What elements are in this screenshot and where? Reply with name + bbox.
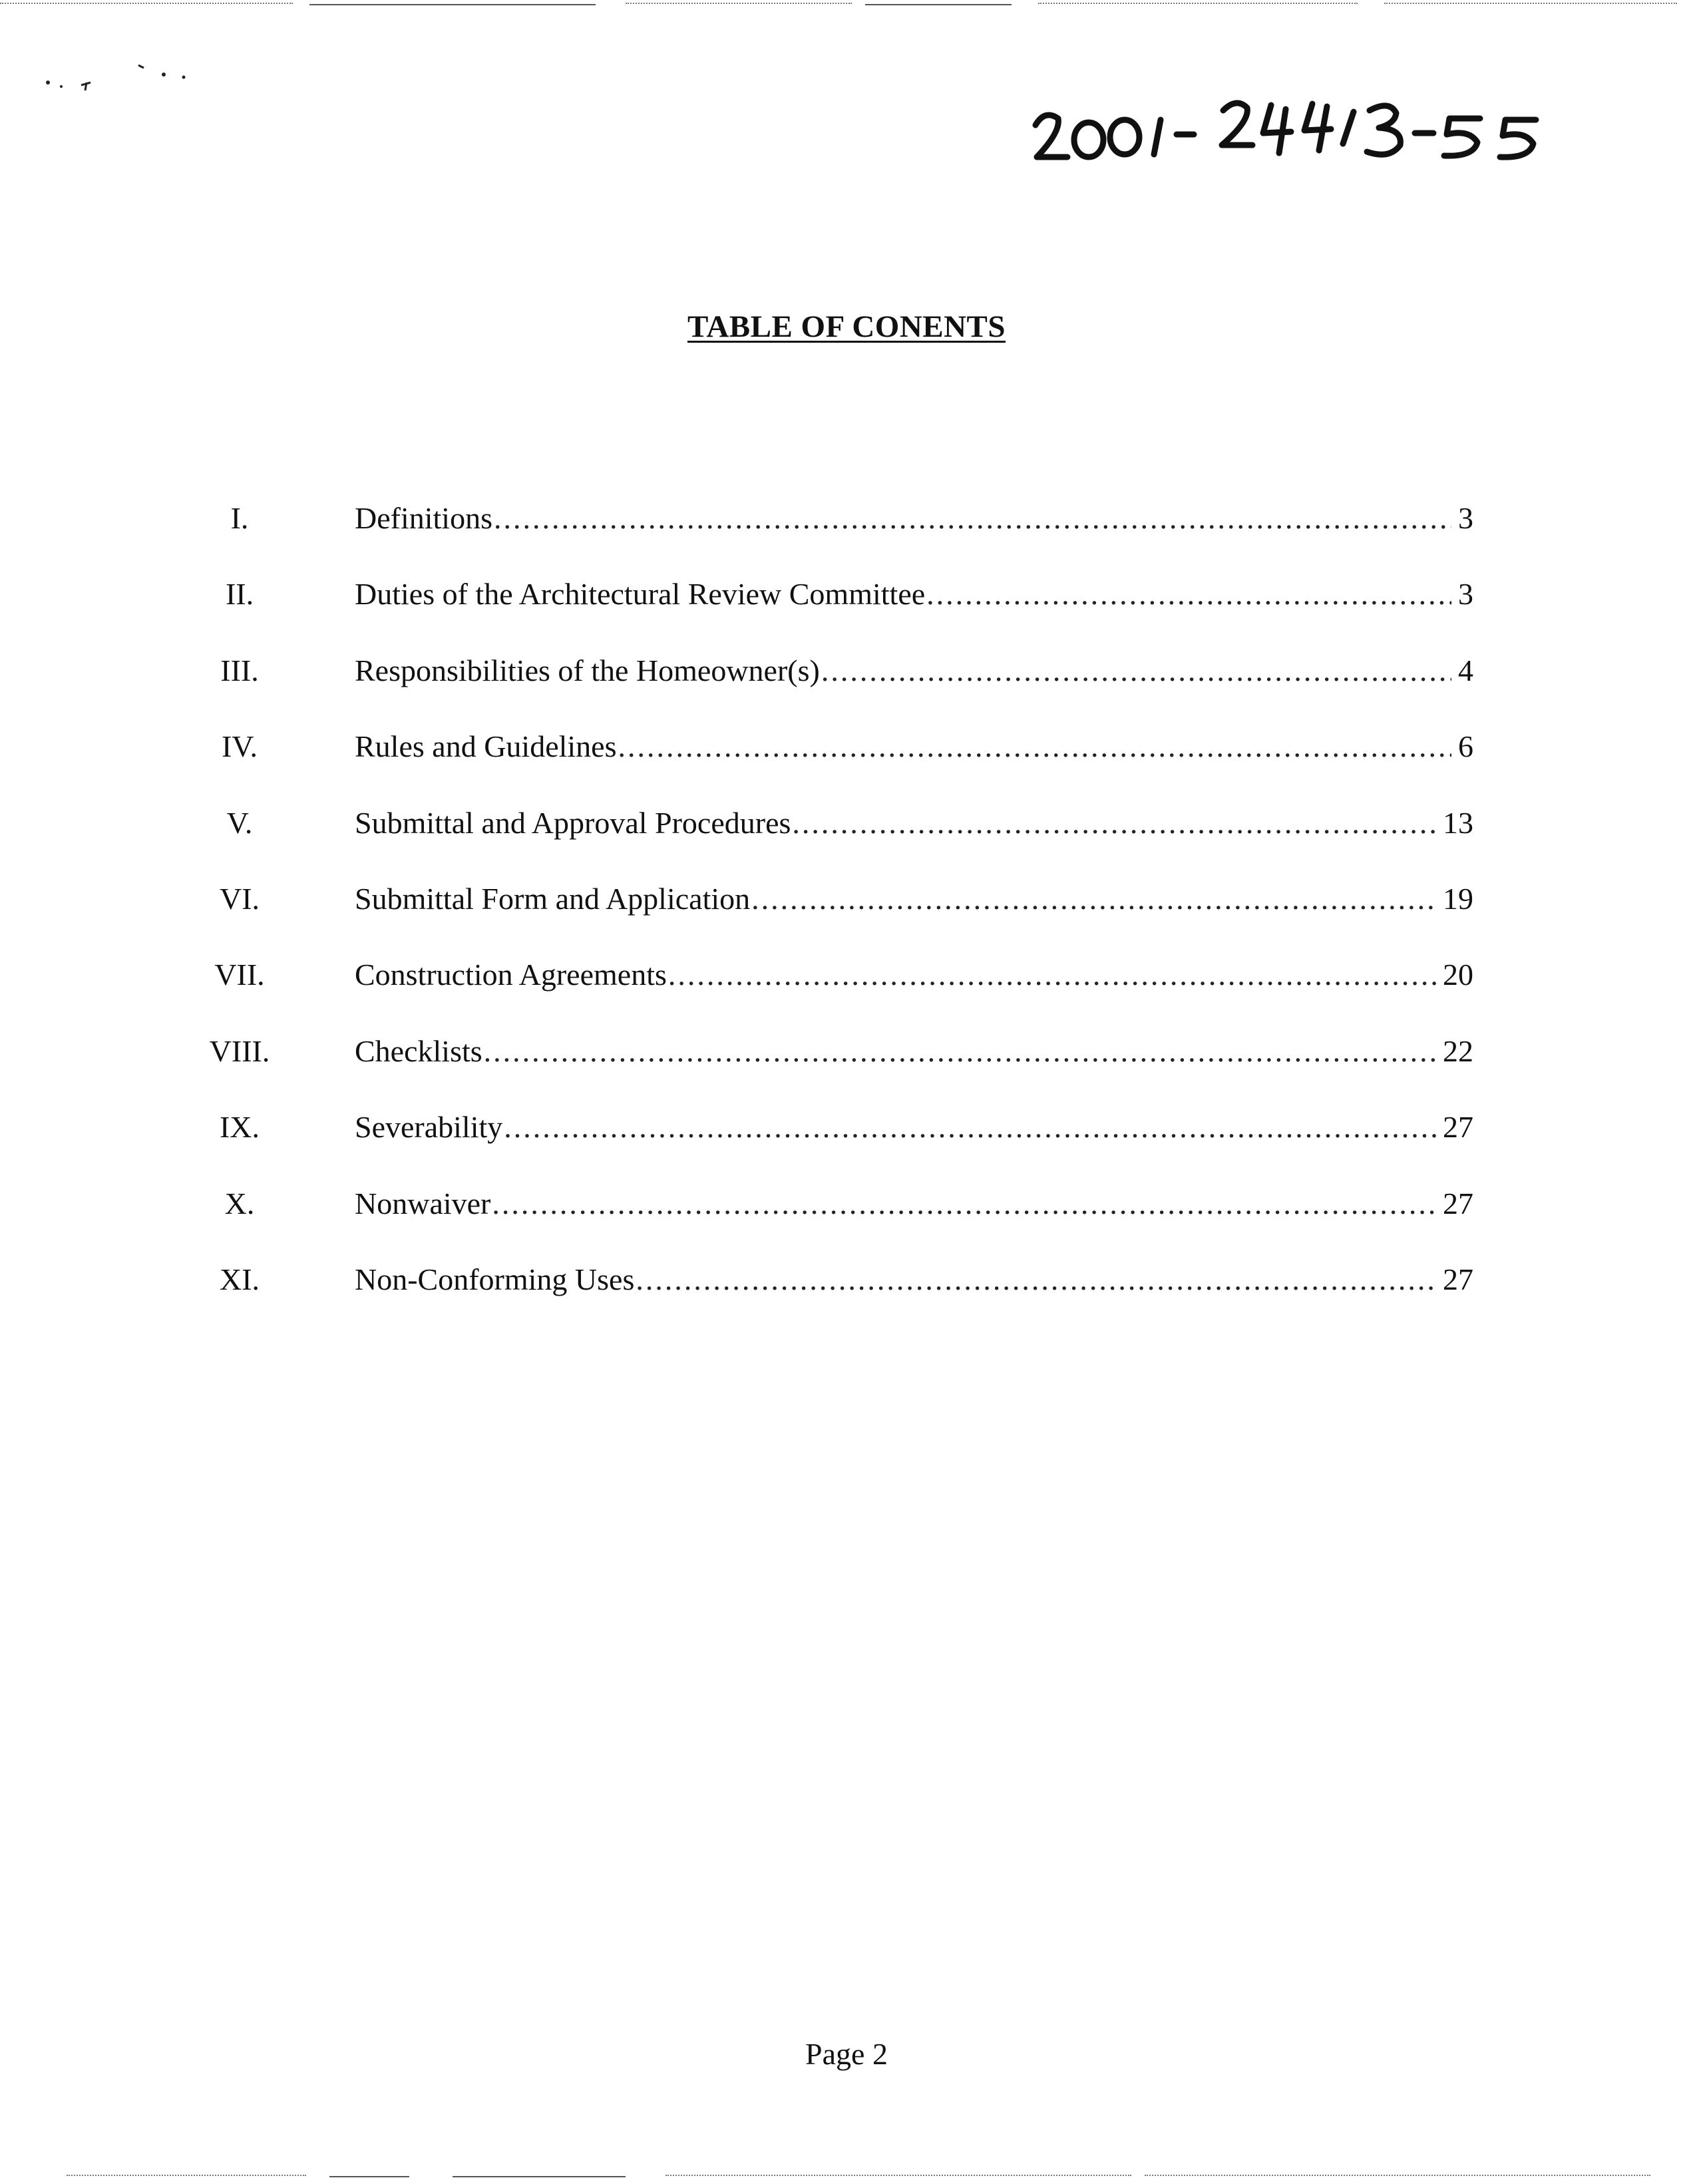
toc-dot-leader (751, 881, 1436, 916)
toc-dot-leader (494, 500, 1451, 536)
toc-dot-leader (484, 1033, 1436, 1069)
toc-entry-label: Non-Conforming Uses (355, 1262, 635, 1296)
scan-specks (40, 60, 200, 106)
toc-entry-numeral: VII. (214, 958, 265, 992)
toc-entry-page: 3 (1458, 501, 1473, 535)
toc-entry-numeral: XI. (219, 1262, 260, 1296)
toc-entry (0, 1262, 1693, 1338)
toc-entry-page: 13 (1443, 805, 1473, 840)
toc-entry-numeral: X. (224, 1186, 255, 1220)
handwritten-document-number (1030, 93, 1556, 173)
toc-entry (0, 729, 1693, 805)
toc-entry-label: Submittal and Approval Procedures (355, 805, 791, 840)
scan-artifact-bottom (453, 2176, 626, 2177)
toc-entry (0, 500, 1693, 576)
toc-entry-page: 27 (1443, 1186, 1473, 1220)
toc-entry-numeral: IV. (221, 729, 258, 764)
scan-artifact-top (1038, 3, 1358, 4)
toc-entry-numeral: VIII. (209, 1033, 270, 1068)
toc-entry-numeral: II. (225, 577, 254, 612)
page-title: TABLE OF CONENTS (687, 309, 1006, 344)
toc-entry-numeral: V. (226, 805, 253, 840)
toc-entry-page: 27 (1443, 1262, 1473, 1296)
toc-entry-page: 19 (1443, 881, 1473, 916)
toc-entry-numeral: I. (230, 501, 249, 535)
toc-entry-numeral: IX. (219, 1110, 260, 1145)
toc-dot-leader (504, 1109, 1436, 1145)
toc-entry (0, 957, 1693, 1033)
toc-entry-line (355, 805, 1473, 840)
toc-entry-line (355, 881, 1473, 916)
toc-entry-line (355, 1186, 1473, 1221)
toc-entry-page: 4 (1458, 653, 1473, 687)
toc-entry-label: Severability (355, 1110, 503, 1145)
toc-entry-line (355, 1109, 1473, 1145)
scan-artifact-bottom (665, 2175, 1131, 2176)
toc-entry-line (355, 957, 1473, 992)
toc-dot-leader (926, 576, 1451, 612)
toc-entry-label: Construction Agreements (355, 958, 667, 992)
toc-entry-line (355, 1033, 1473, 1069)
toc-entry-line (355, 1262, 1473, 1297)
toc-entry-numeral: VI. (219, 881, 260, 916)
toc-entry (0, 653, 1693, 729)
toc-entry-line (355, 653, 1473, 688)
toc-entry-page: 22 (1443, 1033, 1473, 1068)
toc-dot-leader (636, 1262, 1436, 1297)
scan-artifact-top (309, 4, 596, 5)
toc-entry-page: 3 (1458, 577, 1473, 612)
toc-entry-label: Duties of the Architectural Review Committee (355, 577, 926, 612)
toc-dot-leader (792, 805, 1436, 840)
toc-entry (0, 805, 1693, 881)
toc-entry (0, 1033, 1693, 1109)
toc-entry-line (355, 729, 1473, 764)
toc-entry-page: 20 (1443, 958, 1473, 992)
toc-entry-label: Definitions (355, 501, 492, 535)
toc-entry-label: Responsibilities of the Homeowner(s) (355, 653, 820, 687)
toc-dot-leader (821, 653, 1451, 688)
toc-entry-label: Nonwaiver (355, 1186, 491, 1220)
toc-dot-leader (668, 957, 1436, 992)
toc-entry (0, 1109, 1693, 1185)
scan-artifact-top (0, 3, 293, 4)
toc-entry-label: Submittal Form and Application (355, 881, 751, 916)
scan-artifact-bottom (329, 2176, 409, 2177)
scan-artifact-bottom (67, 2175, 306, 2176)
toc-dot-leader (492, 1186, 1436, 1221)
page-number-footer: Page 2 (805, 2037, 888, 2071)
toc-entry-line (355, 576, 1473, 612)
toc-entry-page: 27 (1443, 1110, 1473, 1145)
scan-artifact-bottom (1145, 2175, 1650, 2176)
toc-dot-leader (618, 729, 1452, 764)
toc-entry-label: Rules and Guidelines (355, 729, 617, 764)
toc-entry (0, 576, 1693, 652)
toc-entry-line (355, 500, 1473, 536)
toc-entry (0, 1186, 1693, 1262)
toc-entry (0, 881, 1693, 957)
toc-entry-label: Checklists (355, 1033, 482, 1068)
table-of-contents (0, 500, 1693, 1338)
scan-artifact-top (626, 3, 852, 4)
scan-artifact-top (865, 4, 1012, 5)
scan-artifact-top (1384, 3, 1677, 4)
toc-entry-numeral: III. (220, 653, 259, 687)
toc-entry-page: 6 (1458, 729, 1473, 764)
